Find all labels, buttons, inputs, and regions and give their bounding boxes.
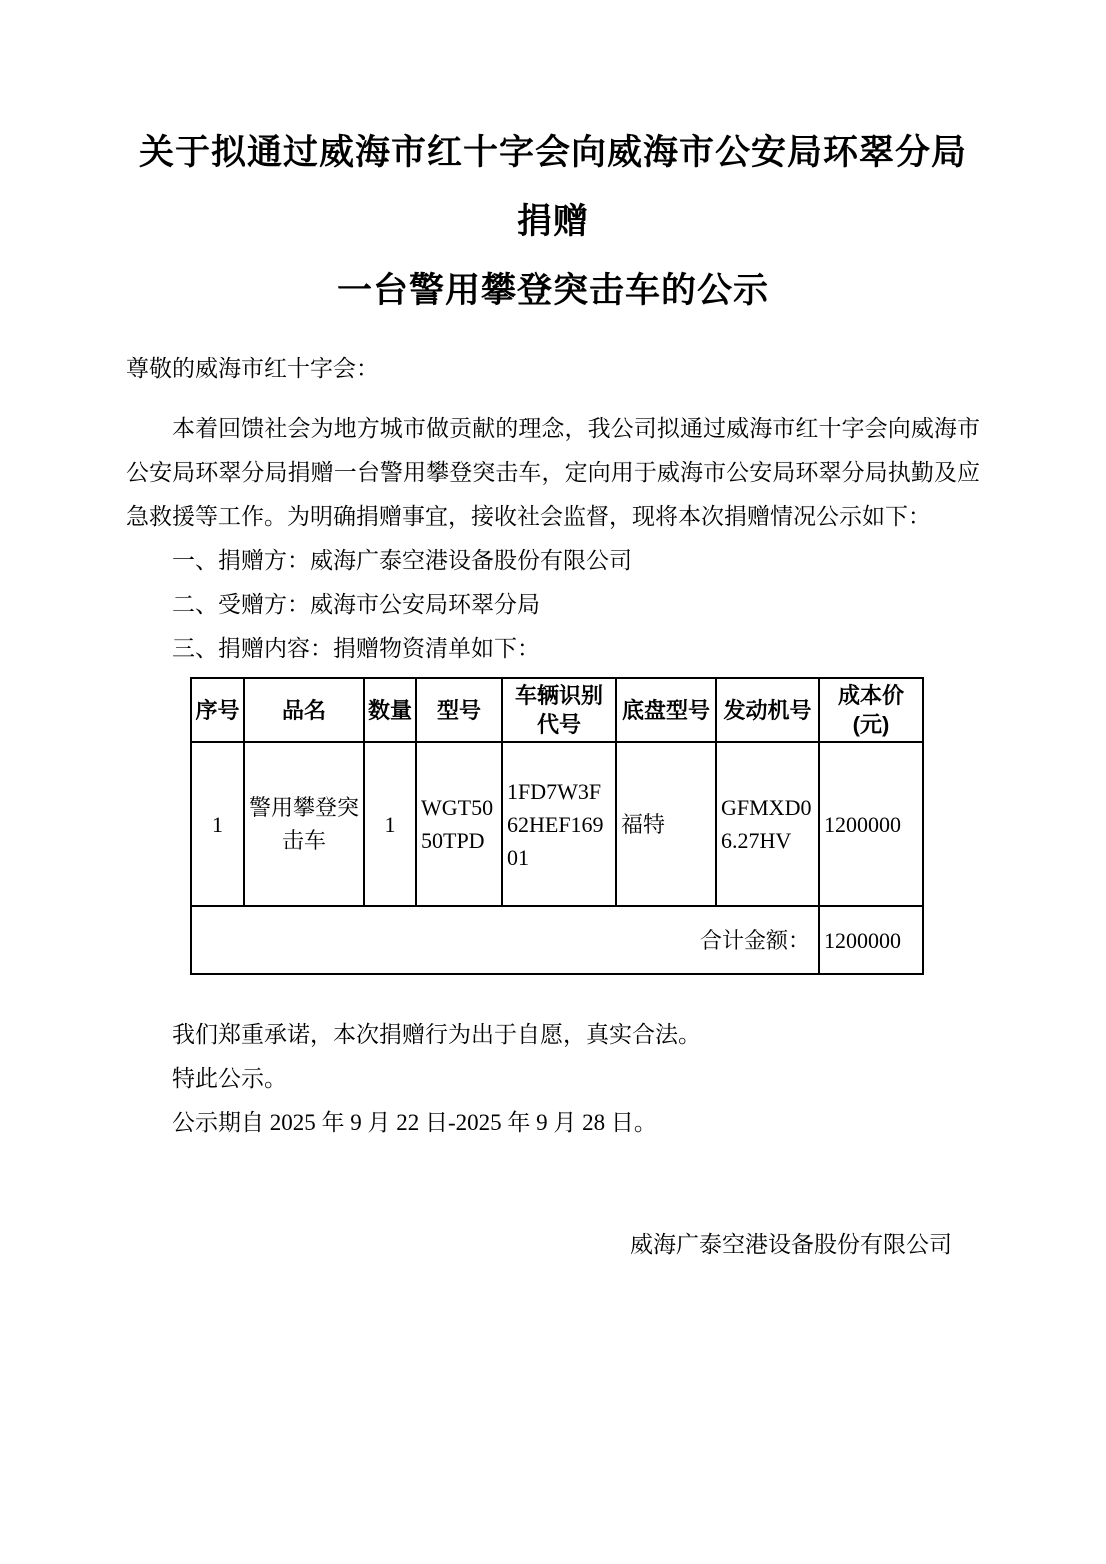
total-amount-label: 合计金额： <box>191 906 819 974</box>
intro-paragraph: 本着回馈社会为地方城市做贡献的理念，我公司拟通过威海市红十字会向威海市公安局环翠分局捐赠一台警用攀登突击车，定向用于威海市公安局环翠分局执勤及应急救援等工作。为明确捐赠事宜，接收社会监督，现将本次捐赠情况公示如下： <box>126 416 980 529</box>
col-header-seq: 序号 <box>191 678 244 742</box>
total-amount-value: 1200000 <box>819 906 923 974</box>
cell-vin: 1FD7W3F62HEF16901 <box>502 742 616 906</box>
table-total-row <box>191 906 923 974</box>
cell-name: 警用攀登突击车 <box>244 742 364 906</box>
document-title <box>126 118 980 325</box>
pledge-line: 我们郑重承诺，本次捐赠行为出于自愿，真实合法。 <box>172 1022 701 1047</box>
table-data-row <box>191 742 923 906</box>
col-header-chassis: 底盘型号 <box>616 678 716 742</box>
col-header-qty: 数量 <box>364 678 416 742</box>
cell-cost: 1200000 <box>819 742 923 906</box>
col-header-engine: 发动机号 <box>716 678 819 742</box>
cell-chassis: 福特 <box>616 742 716 906</box>
cell-seq: 1 <box>191 742 244 906</box>
cell-model: WGT5050TPD <box>416 742 502 906</box>
document-title-line-1: 关于拟通过威海市红十字会向威海市公安局环翠分局捐赠 <box>138 133 967 241</box>
notice-line: 特此公示。 <box>172 1066 287 1091</box>
col-header-vin: 车辆识别代号 <box>502 678 616 742</box>
cell-qty: 1 <box>364 742 416 906</box>
company-signature: 威海广泰空港设备股份有限公司 <box>630 1232 952 1257</box>
item-recipient: 二、受赠方：威海市公安局环翠分局 <box>172 592 540 617</box>
publicity-period-line: 公示期自 2025 年 9 月 22 日-2025 年 9 月 28 日。 <box>172 1110 657 1135</box>
item-donation-content: 三、捐赠内容：捐赠物资清单如下： <box>172 636 540 661</box>
table-header-row <box>191 678 923 742</box>
item-donor: 一、捐赠方：威海广泰空港设备股份有限公司 <box>172 548 632 573</box>
document-title-line-2: 一台警用攀登突击车的公示 <box>336 271 769 310</box>
col-header-name: 品名 <box>244 678 364 742</box>
col-header-cost: 成本价(元) <box>819 678 923 742</box>
cell-engine: GFMXD06.27HV <box>716 742 819 906</box>
salutation: 尊敬的威海市红十字会： <box>126 356 379 381</box>
donation-items-table <box>190 677 924 975</box>
col-header-model: 型号 <box>416 678 502 742</box>
